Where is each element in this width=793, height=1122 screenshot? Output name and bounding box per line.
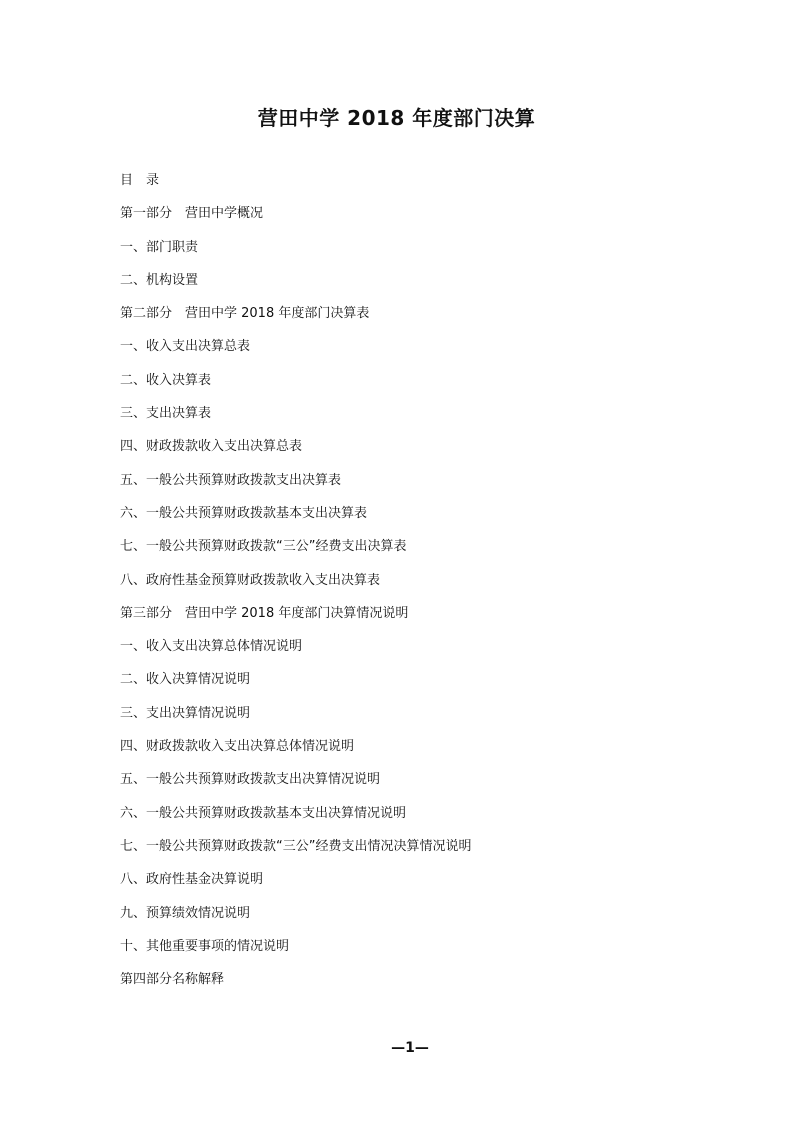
table-of-contents xyxy=(120,164,720,996)
toc-item: 一、收入支出决算总表 xyxy=(120,339,251,355)
toc-item: 六、一般公共预算财政拨款基本支出决算表 xyxy=(120,505,368,521)
toc-item: 七、一般公共预算财政拨款“三公”经费支出情况决算情况说明 xyxy=(120,838,472,854)
toc-item: 七、一般公共预算财政拨款“三公”经费支出决算表 xyxy=(120,539,407,555)
toc-item: 四、财政拨款收入支出决算总表 xyxy=(120,439,303,455)
toc-item: 二、收入决算表 xyxy=(120,372,212,388)
document-title: 营田中学 2018 年度部门决算 xyxy=(257,106,536,130)
page-number: —1— xyxy=(391,1040,429,1056)
toc-item: 一、部门职责 xyxy=(120,239,199,255)
toc-item: 一、收入支出决算总体情况说明 xyxy=(120,639,303,655)
toc-part-2: 第二部分 营田中学 2018 年度部门决算表 xyxy=(120,306,370,322)
toc-item: 五、一般公共预算财政拨款支出决算表 xyxy=(120,472,342,488)
toc-item: 三、支出决算情况说明 xyxy=(120,705,251,721)
toc-item: 九、预算绩效情况说明 xyxy=(120,905,251,921)
toc-item: 二、机构设置 xyxy=(120,272,199,288)
toc-item: 四、财政拨款收入支出决算总体情况说明 xyxy=(120,739,355,755)
toc-part-1: 第一部分 营田中学概况 xyxy=(120,206,264,222)
toc-item: 五、一般公共预算财政拨款支出决算情况说明 xyxy=(120,772,381,788)
toc-item: 三、支出决算表 xyxy=(120,406,212,422)
toc-heading: 目 录 xyxy=(120,173,160,188)
toc-item: 二、收入决算情况说明 xyxy=(120,672,251,688)
toc-part-4: 第四部分名称解释 xyxy=(120,972,225,988)
toc-item: 六、一般公共预算财政拨款基本支出决算情况说明 xyxy=(120,805,407,821)
toc-item: 八、政府性基金决算说明 xyxy=(120,872,264,888)
toc-item: 八、政府性基金预算财政拨款收入支出决算表 xyxy=(120,572,381,588)
toc-item: 十、其他重要事项的情况说明 xyxy=(120,938,290,954)
toc-part-3: 第三部分 营田中学 2018 年度部门决算情况说明 xyxy=(120,605,409,621)
